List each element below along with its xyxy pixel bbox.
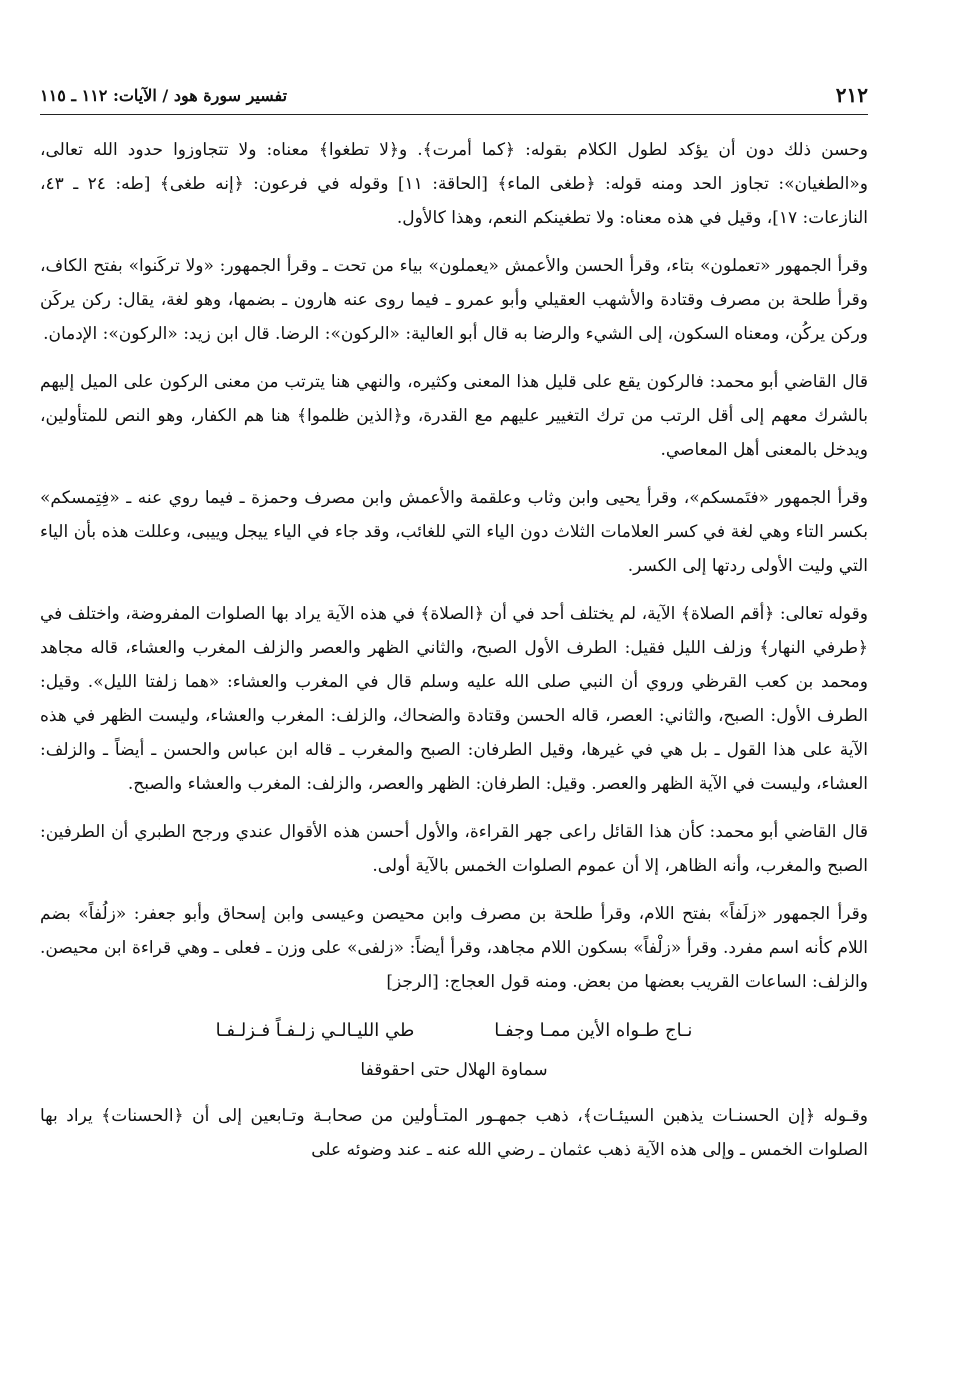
verse-hemistich-left: طي الليـالـي زلـفـاً فـزلـفـا [215,1020,415,1041]
paragraph: وقـوله ﴿إن الحسنـات يذهبن السيئـات﴾، ذهب جمهـور المتـأولين من صحابـة وتـابعين إلى أن ﴿الحسنات﴾ يراد بها الصلوات الخمس ـ وإلى هذه الآية ذهب عثمان ـ رضي الله عنه ـ عند وضوئه على [40,1106,868,1160]
running-header [40,80,868,115]
paragraph: وقرأ الجمهور «فتَمسكم»، وقرأ يحيى وابن وثاب وعلقمة والأعمش وابن مصرف وحمزة ـ فيما روي عنه ـ «فِتِمسكم» بكسر التاء وهي لغة في كسر العلامات الثلاث دون الياء التي للغائب، وقد جاء في الياء ييجل وييبى، وعللت هذه بأن الياء التي وليت الأولى ردتها إلى الكسر. [40,488,868,576]
paragraph: قال القاضي أبو محمد: كأن هذا القائل راعى جهر القراءة، والأول أحسن هذه الأقوال عندي ورجح الطبري أن الطرفين: الصبح والمغرب، وأنه الظاهر، إلا أن عموم الصلوات الخمس بالآية أولى. [40,822,868,876]
page-body [40,133,868,1167]
paragraph: وقرأ الجمهور «تعملون» بتاء، وقرأ الحسن والأعمش «يعملون» بياء من تحت ـ وقرأ الجمهور: «ولا تركَنوا» بفتح الكاف، وقرأ طلحة بن مصرف وقتادة والأشهب العقيلي وأبو عمرو ـ فيما روى عنه هارون ـ بضمها، وهو لغة، يقال: ركن يركَن وركن يركُن، ومعناه السكون، إلى الشيء والرضا به قال أبو العالية: «الركون»: الرضا. قال ابن زيد: «الركون»: الإدمان. [40,256,868,344]
poem-second-line: سماوة الهلال حتى احقوقفا [360,1060,548,1080]
poem-verse [40,1013,868,1049]
paragraph: وحسن ذلك دون أن يؤكد لطول الكلام بقوله: ﴿كما أمرت﴾. و﴿لا تطغوا﴾ معناه: ولا تتجاوزوا حدود الله تعالى، و«الطغيان»: تجاوز الحد ومنه قوله: ﴿طغى الماء﴾ [الحاقة: ١١] وقوله في فرعون: ﴿إنه طغى﴾ [طه: ٢٤ ـ ٤٣، النازعات: ١٧]، وقيل في هذه معناه: ولا تطغينكم النعم، وهذا كالأول. [40,140,868,228]
running-title: تفسير سورة هود / الآيات: ١١٢ ـ ١١٥ [40,85,288,105]
page-number: ٢١٢ [835,83,868,107]
paragraph: وقوله تعالى: ﴿أقم الصلاة﴾ الآية، لم يختلف أحد في أن ﴿الصلاة﴾ في هذه الآية يراد بها الصلوات المفروضة، واختلف في ﴿طرفي النهار﴾ وزلف الليل فقيل: الطرف الأول الصبح، والثاني الظهر والعصر والزلف المغرب والعشاء، قاله مجاهد ومحمد بن كعب القرظي وروي أن النبي صلى الله عليه وسلم قال في المغرب والعشاء: «هما زلفتا الليل». وقيل: الطرف الأول: الصبح، والثاني: العصر، قاله الحسن وقتادة والضحاك، والزلف: المغرب والعشاء، وليست الظهر في هذه الآية على هذا القول ـ بل هي في غيرها، وقيل الطرفان: الصبح والمغرب ـ قاله ابن عباس والحسن ـ أيضاً ـ والزلف: العشاء، وليست في الآية الظهر والعصر. وقيل: الطرفان: الظهر والعصر، والزلف: المغرب والعشاء والصبح. [40,604,868,794]
paragraph: وقرأ الجمهور «زلَفاً» بفتح اللام، وقرأ طلحة بن مصرف وابن محيصن وعيسى وابن إسحاق وأبو جعفر: «زلُفاً» بضم اللام كأنه اسم مفرد. وقرأ «زلْفاً» بسكون اللام مجاهد، وقرأ أيضاً: «زلفى» على وزن ـ فعلى ـ وهي قراءة ابن محيصن. والزلف: الساعات القريب بعضها من بعض. ومنه قول العجاج: [الرجز] [40,904,868,992]
paragraph: قال القاضي أبو محمد: فالركون يقع على قليل هذا المعنى وكثيره، والنهي هنا يترتب من معنى الركون على الميل إليهم بالشرك معهم إلى أقل الرتب من ترك التغيير عليهم مع القدرة، و﴿الذين ظلموا﴾ هنا هم الكفار، وهو النص للمتأولين، ويدخل بالمعنى أهل المعاصي. [40,372,868,460]
verse-hemistich-right: نـاج طـواه الأين ممـا وجفـا [494,1020,693,1041]
document-page [40,80,868,1367]
